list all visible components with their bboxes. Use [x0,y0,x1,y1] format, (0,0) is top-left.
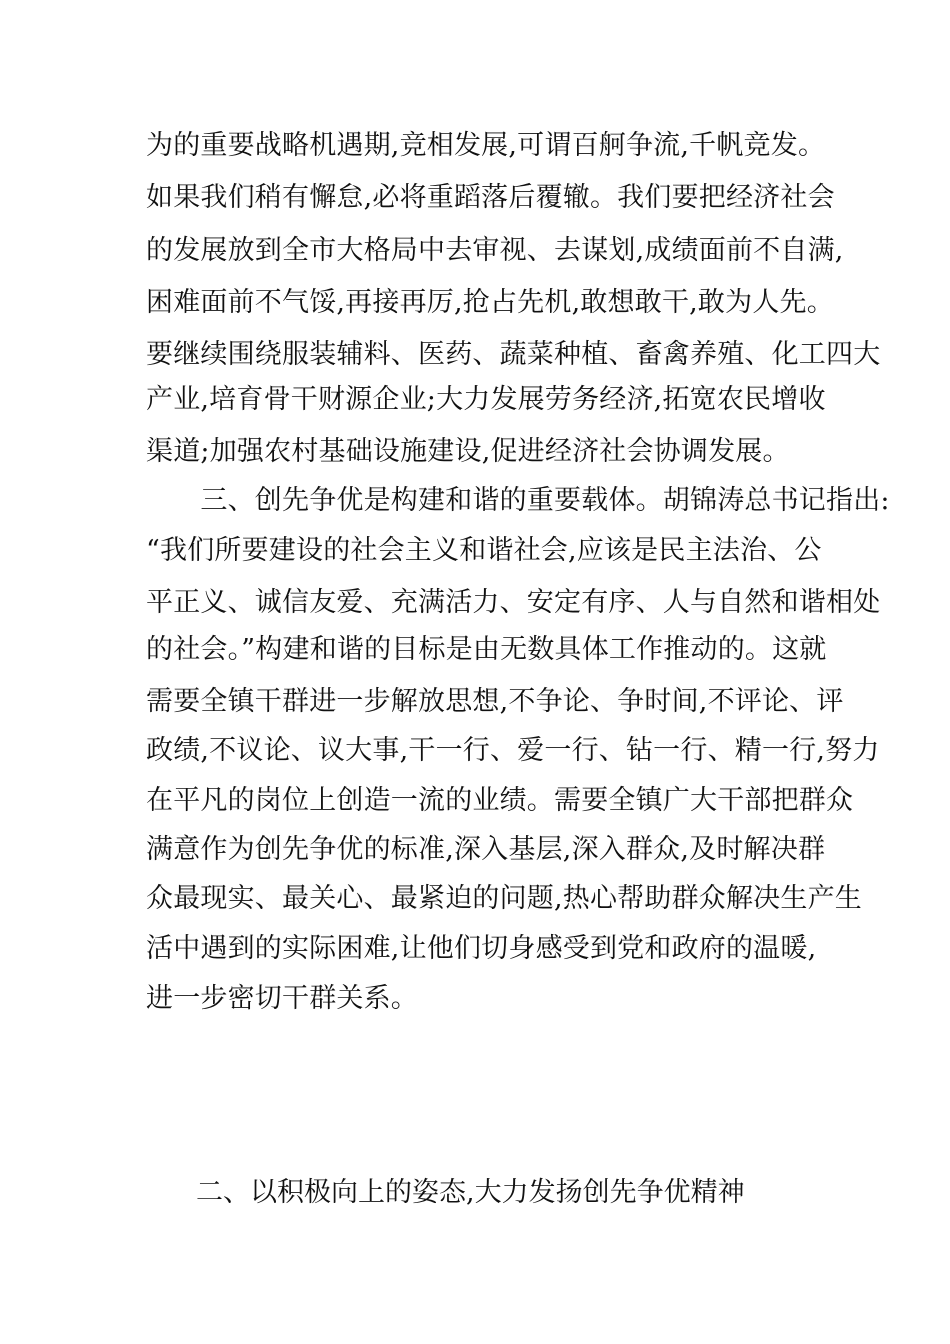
body-line-12: 需要全镇干群进一步解放思想,不争论、争时间,不评论、评 [146,686,844,717]
body-line-4: 困难面前不气馁,再接再厉,抢占先机,敢想敢干,敢为人先。 [146,287,834,318]
body-line-9: “我们所要建设的社会主义和谐社会,应该是民主法治、公 [146,535,822,566]
body-line-11: 的社会。”构建和谐的目标是由无数具体工作推动的。这就 [146,634,827,665]
body-line-14: 在平凡的岗位上创造一流的业绩。需要全镇广大干部把群众 [146,785,854,816]
body-line-18: 进一步密切干群关系。 [146,983,418,1014]
body-line-2: 如果我们稍有懈怠,必将重蹈落后覆辙。我们要把经济社会 [146,182,835,213]
body-line-15: 满意作为创先争优的标准,深入基层,深入群众,及时解决群 [146,834,826,865]
body-line-10: 平正义、诚信友爱、充满活力、安定有序、人与自然和谐相处 [146,587,881,618]
body-line-16: 众最现实、最关心、最紧迫的问题,热心帮助群众解决生产生 [146,883,862,914]
body-line-3: 的发展放到全市大格局中去审视、去谋划,成绩面前不自满, [146,235,844,266]
body-line-8: 三、创先争优是构建和谐的重要载体。胡锦涛总书记指出: [146,485,890,516]
body-line-7: 渠道;加强农村基础设施建设,促进经济社会协调发展。 [146,436,790,467]
body-line-13: 政绩,不议论、议大事,干一行、爱一行、钻一行、精一行,努力 [146,735,880,766]
body-line-1: 为的重要战略机遇期,竞相发展,可谓百舸争流,千帆竞发。 [146,130,826,161]
body-line-6: 产业,培育骨干财源企业;大力发展劳务经济,拓宽农民增收 [146,384,826,415]
body-line-17: 活中遇到的实际困难,让他们切身感受到党和政府的温暖, [146,933,817,964]
section-heading: 二、以积极向上的姿态,大力发扬创先争优精神 [196,1177,745,1208]
body-line-5: 要继续围绕服装辅料、医药、蔬菜种植、畜禽养殖、化工四大 [146,339,881,370]
